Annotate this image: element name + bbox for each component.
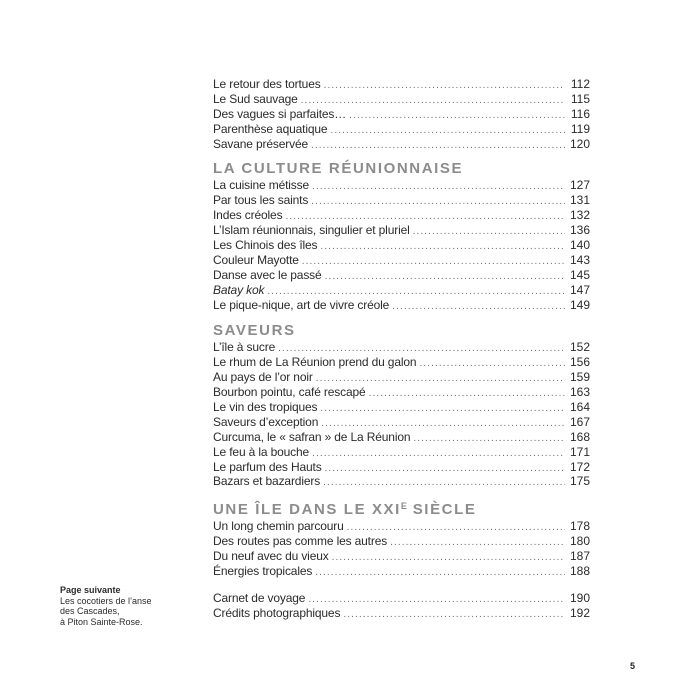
toc-entry-title: Batay kok bbox=[213, 282, 265, 297]
toc-entry-page: 175 bbox=[569, 474, 590, 489]
toc-entry-page: 192 bbox=[569, 605, 590, 620]
toc-entry-title: Carnet de voyage bbox=[213, 590, 306, 605]
dot-leader bbox=[325, 270, 565, 285]
caption-line: des Cascades, bbox=[60, 606, 120, 616]
toc-entry-title: Indes créoles bbox=[213, 208, 283, 223]
toc-entry-page: 190 bbox=[569, 590, 590, 605]
toc-entry[interactable] bbox=[213, 340, 590, 355]
toc-entry-page: 143 bbox=[569, 252, 590, 267]
toc-entry-page: 168 bbox=[569, 429, 590, 444]
toc-entry-title: Au pays de l’or noir bbox=[213, 370, 313, 385]
dot-leader bbox=[343, 608, 565, 623]
toc-entry-title: Le parfum des Hauts bbox=[213, 459, 322, 474]
toc-entry-page: 140 bbox=[569, 238, 590, 253]
dot-leader bbox=[320, 240, 565, 255]
toc-entry-page: 163 bbox=[569, 385, 590, 400]
section-heading-culture: LA CULTURE RÉUNIONNAISE bbox=[213, 160, 464, 178]
table-of-contents bbox=[213, 77, 590, 621]
toc-entry[interactable] bbox=[213, 460, 590, 475]
dot-leader bbox=[369, 387, 565, 402]
dot-leader bbox=[311, 139, 565, 154]
dot-leader bbox=[324, 79, 565, 94]
section-heading-text: UNE ÎLE DANS LE XXI bbox=[213, 501, 401, 519]
toc-entry[interactable] bbox=[213, 385, 590, 400]
caption-line: à Piton Sainte-Rose. bbox=[60, 616, 143, 627]
toc-entry[interactable] bbox=[213, 534, 590, 549]
toc-entry-page: 120 bbox=[569, 136, 590, 151]
toc-entry[interactable] bbox=[213, 519, 590, 534]
toc-entry-page: 145 bbox=[569, 267, 590, 282]
dot-leader bbox=[323, 476, 565, 491]
dot-leader bbox=[413, 432, 565, 447]
toc-entry[interactable] bbox=[213, 591, 590, 606]
toc-entry-title: Du neuf avec du vieux bbox=[213, 549, 329, 564]
toc-entry-page: 131 bbox=[569, 193, 590, 208]
toc-entry[interactable] bbox=[213, 370, 590, 385]
dot-leader bbox=[312, 180, 565, 195]
dot-leader bbox=[390, 536, 565, 551]
toc-entry[interactable] bbox=[213, 92, 590, 107]
toc-entry[interactable] bbox=[213, 178, 590, 193]
toc-entry-page: 116 bbox=[570, 106, 590, 121]
toc-entry-title: La cuisine métisse bbox=[213, 178, 310, 193]
toc-entry-title: Par tous les saints bbox=[213, 193, 309, 208]
toc-entry[interactable] bbox=[213, 400, 590, 415]
toc-entry-page: 115 bbox=[570, 91, 590, 106]
toc-entry-title: Un long chemin parcouru bbox=[213, 519, 344, 534]
toc-entry[interactable] bbox=[213, 564, 590, 579]
toc-entry-title: L’Islam réunionnais, singulier et pluriel bbox=[213, 223, 410, 238]
toc-entry-page: 178 bbox=[569, 519, 590, 534]
toc-entry[interactable] bbox=[213, 445, 590, 460]
toc-entry-page: 119 bbox=[570, 121, 590, 136]
toc-entry-page: 171 bbox=[569, 444, 590, 459]
toc-entry-title: Le feu à la bouche bbox=[213, 444, 310, 459]
dot-leader bbox=[315, 566, 565, 581]
section-heading-tail: SIÈCLE bbox=[406, 501, 477, 519]
toc-entry-page: 152 bbox=[569, 340, 590, 355]
toc-entry[interactable] bbox=[213, 474, 590, 489]
toc-entry-title: Le rhum de La Réunion prend du galon bbox=[213, 355, 417, 370]
dot-leader bbox=[413, 225, 565, 240]
toc-entry-title: Des routes pas comme les autres bbox=[213, 534, 388, 549]
dot-leader bbox=[308, 593, 565, 608]
dot-leader bbox=[325, 462, 565, 477]
toc-entry-title: Le pique-nique, art de vivre créole bbox=[213, 297, 390, 312]
toc-entry[interactable] bbox=[213, 549, 590, 564]
toc-entry-page: 180 bbox=[569, 534, 590, 549]
toc-entry-title: Curcuma, le « safran » de La Réunion bbox=[213, 429, 411, 444]
toc-entry-page: 164 bbox=[569, 400, 590, 415]
toc-entry[interactable] bbox=[213, 268, 590, 283]
toc-entry[interactable] bbox=[213, 298, 590, 313]
toc-entry-page: 127 bbox=[569, 178, 590, 193]
toc-entry[interactable] bbox=[213, 355, 590, 370]
toc-entry-title: Bourbon pointu, café rescapé bbox=[213, 385, 366, 400]
toc-entry-title: Crédits photographiques bbox=[213, 605, 341, 620]
toc-entry-title: Des vagues si parfaites… bbox=[213, 106, 347, 121]
toc-entry-title: L’île à sucre bbox=[213, 340, 276, 355]
toc-entry[interactable] bbox=[213, 208, 590, 223]
toc-entry[interactable] bbox=[213, 253, 590, 268]
dot-leader bbox=[320, 402, 565, 417]
toc-entry-page: 188 bbox=[569, 564, 590, 579]
toc-entry-page: 147 bbox=[569, 282, 590, 297]
toc-entry[interactable] bbox=[213, 107, 590, 122]
section-heading-saveurs: SAVEURS bbox=[213, 322, 296, 340]
section-heading-superscript: E bbox=[400, 501, 407, 512]
toc-entry-title: Le retour des tortues bbox=[213, 77, 321, 91]
toc-entry[interactable] bbox=[213, 415, 590, 430]
dot-leader bbox=[330, 124, 565, 139]
dot-leader bbox=[332, 551, 565, 566]
toc-entry-title: Danse avec le passé bbox=[213, 267, 322, 282]
toc-entry[interactable] bbox=[213, 606, 590, 621]
toc-entry-page: 132 bbox=[569, 208, 590, 223]
toc-entry-title: Énergies tropicales bbox=[213, 564, 313, 579]
toc-entry-page: 156 bbox=[569, 355, 590, 370]
caption-line: Les cocotiers de l’anse bbox=[60, 595, 152, 606]
toc-entry-page: 167 bbox=[569, 414, 590, 429]
dot-leader bbox=[392, 300, 565, 315]
toc-entry[interactable] bbox=[213, 283, 590, 298]
toc-entry-title: Bazars et bazardiers bbox=[213, 474, 321, 489]
toc-entry-page: 172 bbox=[569, 459, 590, 474]
toc-entry-title: Couleur Mayotte bbox=[213, 252, 299, 267]
page-number: 5 bbox=[630, 661, 636, 671]
toc-entry-page: 149 bbox=[569, 297, 590, 312]
toc-entry[interactable] bbox=[213, 238, 590, 253]
dot-leader bbox=[302, 255, 565, 270]
toc-entry[interactable] bbox=[213, 122, 590, 137]
toc-entry-page: 187 bbox=[569, 549, 590, 564]
dot-leader bbox=[349, 109, 565, 124]
toc-entry-page: 112 bbox=[570, 77, 590, 91]
dot-leader bbox=[311, 195, 565, 210]
toc-entry[interactable] bbox=[213, 137, 590, 152]
photo-caption bbox=[60, 585, 170, 627]
toc-entry-title: Saveurs d’exception bbox=[213, 414, 319, 429]
toc-entry-title: Parenthèse aquatique bbox=[213, 121, 328, 136]
toc-entry[interactable] bbox=[213, 430, 590, 445]
toc-entry-title: Savane préservée bbox=[213, 136, 308, 151]
section-heading-xxi-century bbox=[213, 501, 590, 519]
toc-entry[interactable] bbox=[213, 193, 590, 208]
toc-entry[interactable] bbox=[213, 77, 590, 92]
toc-entry-title: Le Sud sauvage bbox=[213, 91, 298, 106]
caption-title: Page suivante bbox=[60, 585, 121, 595]
toc-entry-page: 136 bbox=[569, 223, 590, 238]
toc-entry-title: Les Chinois des îles bbox=[213, 238, 318, 253]
toc-entry[interactable] bbox=[213, 223, 590, 238]
dot-leader bbox=[312, 447, 565, 462]
dot-leader bbox=[419, 357, 565, 372]
toc-entry-page: 159 bbox=[569, 370, 590, 385]
toc-entry-title: Le vin des tropiques bbox=[213, 400, 318, 415]
